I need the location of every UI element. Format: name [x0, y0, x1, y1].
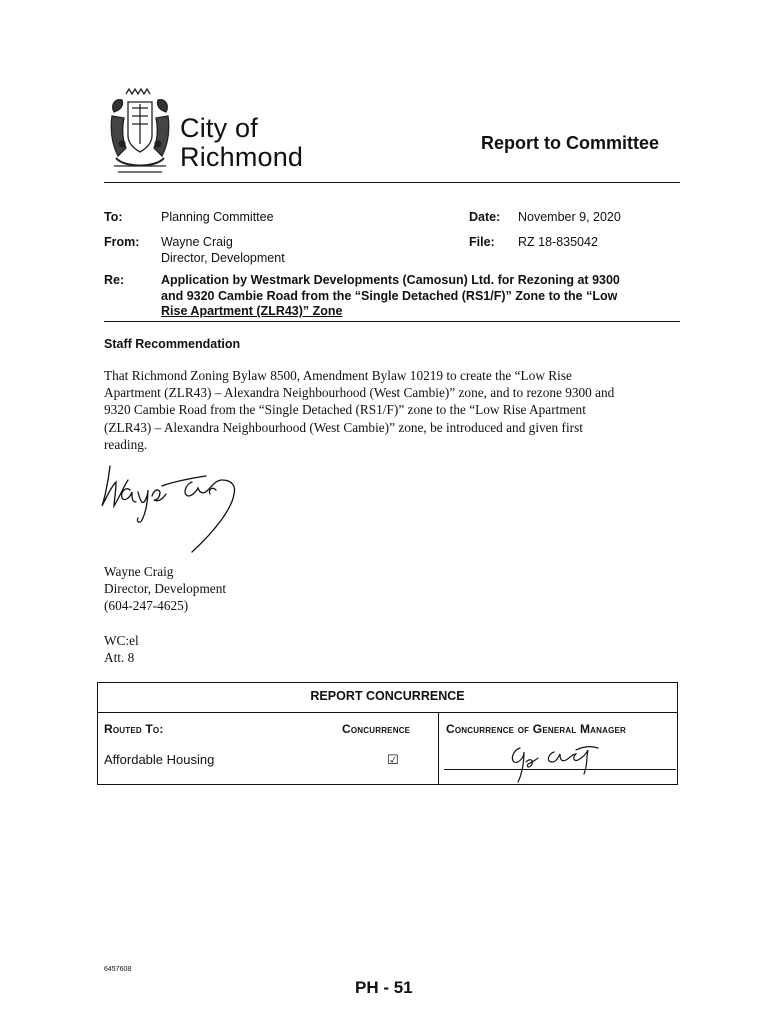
concurrence-header: Concurrence: [342, 722, 411, 736]
signatory-phone: (604-247-4625): [104, 598, 189, 614]
re-line: Application by Westmark Developments (Camosun) Ltd. for Rezoning at 9300: [161, 273, 620, 287]
recommendation-line: 9320 Cambie Road from the “Single Detached (RS1/F)” zone to the “Low Rise Apartment: [104, 402, 586, 418]
file-value: RZ 18-835042: [518, 235, 598, 249]
gm-signature-line: [444, 769, 676, 770]
report-title: Report to Committee: [481, 133, 660, 153]
report-concurrence-title: REPORT CONCURRENCE: [310, 689, 465, 703]
recommendation-text: [104, 367, 676, 453]
document-id: 6457608: [104, 966, 132, 973]
concurrence-checkmark: ☑: [387, 752, 399, 767]
re-line: Rise Apartment (ZLR43)” Zone: [161, 304, 343, 318]
subject-rule: [104, 321, 680, 322]
from-name: Wayne Craig: [161, 235, 233, 249]
routed-to-header: Routed To:: [104, 722, 164, 736]
from-title: Director, Development: [161, 251, 285, 265]
header-rule: [104, 182, 680, 183]
to-label: To:: [104, 210, 123, 224]
date-value: November 9, 2020: [518, 210, 621, 224]
recommendation-line: (ZLR43) – Alexandra Neighbourhood (West Cambie)” zone, be introduced and given first: [104, 419, 583, 435]
signatory-block: [104, 563, 226, 615]
signatory-title: Director, Development: [104, 581, 227, 597]
initials-block: [104, 632, 139, 666]
recommendation-line: Apartment (ZLR43) – Alexandra Neighbourhood (West Cambie)” zone, and to rezone 9300 and: [104, 385, 615, 401]
org-name-line1: City of: [180, 113, 258, 143]
general-manager-signature: [500, 742, 620, 786]
re-subject: [161, 273, 671, 320]
date-label: Date:: [469, 210, 501, 224]
re-label: Re:: [104, 273, 125, 287]
typist-initials: WC:el: [104, 633, 139, 648]
recommendation-line: reading.: [104, 436, 148, 452]
org-name-line2: Richmond: [180, 142, 304, 172]
from-label: From:: [104, 235, 140, 249]
routed-to-affordable-housing: Affordable Housing: [104, 752, 215, 767]
director-signature: [96, 452, 266, 566]
table-column-divider: [438, 712, 439, 784]
page-number: PH - 51: [355, 978, 413, 997]
to-value: Planning Committee: [161, 210, 274, 224]
attachments-count: Att. 8: [104, 650, 135, 666]
file-label: File:: [469, 235, 495, 249]
table-divider: [97, 712, 678, 713]
recommendation-line: That Richmond Zoning Bylaw 8500, Amendment Bylaw 10219 to create the “Low Rise: [104, 368, 572, 383]
signatory-name: Wayne Craig: [104, 564, 174, 579]
gm-concurrence-header: Concurrence of General Manager: [446, 722, 627, 736]
city-crest-logo: [104, 86, 176, 178]
re-line: and 9320 Cambie Road from the “Single Detached (RS1/F)” Zone to the “Low: [161, 288, 618, 303]
staff-recommendation-heading: Staff Recommendation: [104, 337, 241, 351]
